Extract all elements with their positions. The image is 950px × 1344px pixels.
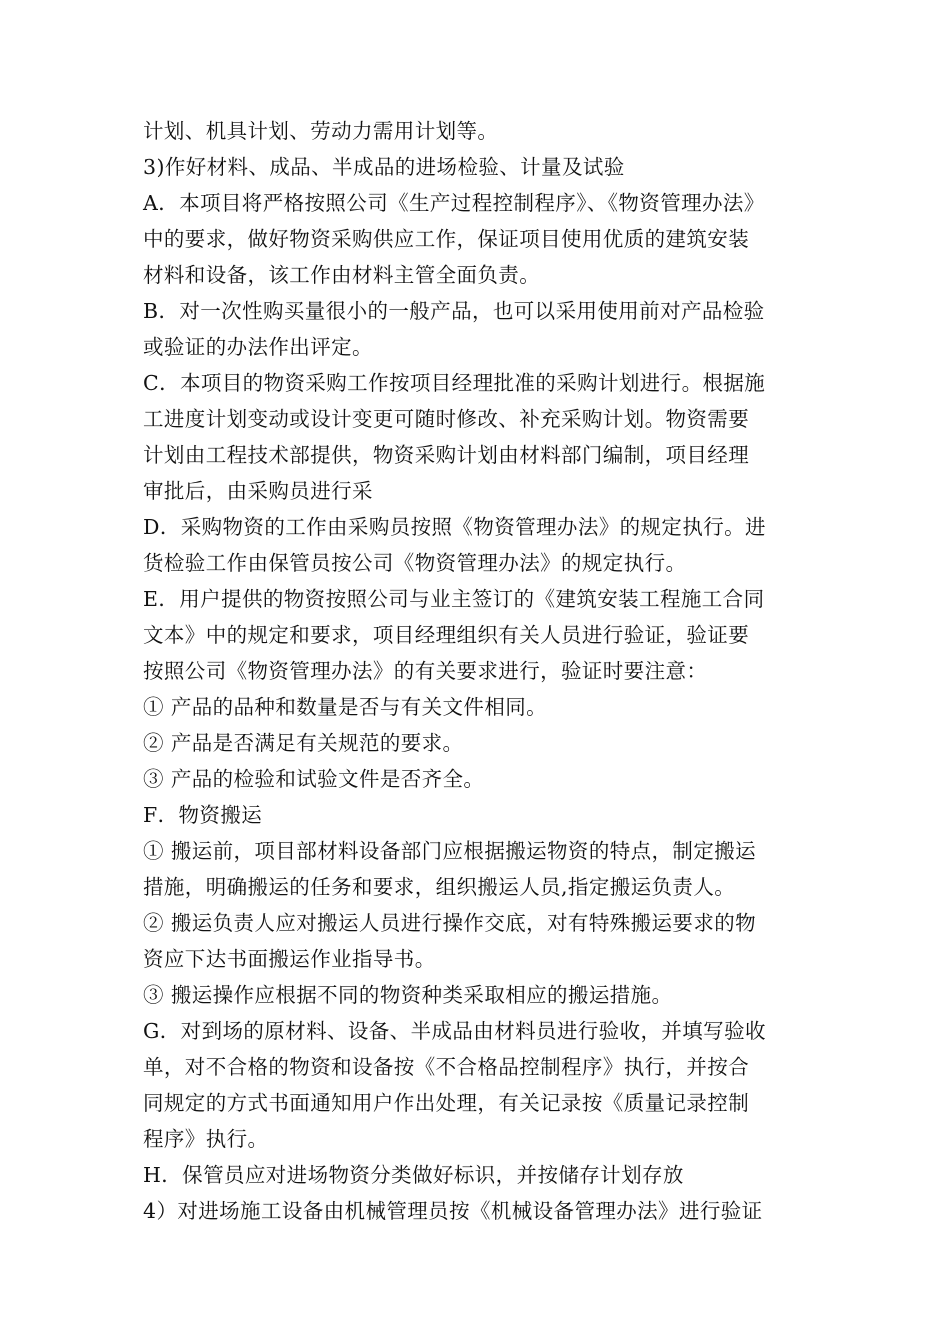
text-line: F．物资搬运 xyxy=(143,803,263,827)
text-line: 同规定的方式书面通知用户作出处理，有关记录按《质量记录控制 xyxy=(143,1091,750,1115)
text-line: A．本项目将严格按照公司《生产过程控制程序》、《物资管理办法》 xyxy=(143,191,765,215)
text-line: ① 产品的品种和数量是否与有关文件相同。 xyxy=(143,695,548,719)
text-line: 计划由工程技术部提供，物资采购计划由材料部门编制，项目经理 xyxy=(143,443,750,467)
text-line: 货检验工作由保管员按公司《物资管理办法》的规定执行。 xyxy=(143,551,687,575)
text-line: G．对到场的原材料、设备、半成品由材料员进行验收，并填写验收 xyxy=(143,1019,766,1043)
text-line: 材料和设备，该工作由材料主管全面负责。 xyxy=(143,263,541,287)
document-body xyxy=(143,113,808,1229)
text-line: ③ 搬运操作应根据不同的物资种类采取相应的搬运措施。 xyxy=(143,983,673,1007)
text-line: ② 产品是否满足有关规范的要求。 xyxy=(143,731,464,755)
text-line: D．采购物资的工作由采购员按照《物资管理办法》的规定执行。进 xyxy=(143,515,766,539)
text-line: ① 搬运前，项目部材料设备部门应根据搬运物资的特点，制定搬运 xyxy=(143,839,757,863)
text-line: 程序》执行。 xyxy=(143,1127,269,1151)
text-line: 按照公司《物资管理办法》的有关要求进行，验证时要注意： xyxy=(143,659,708,683)
text-line: 工进度计划变动或设计变更可随时修改、补充采购计划。物资需要 xyxy=(143,407,750,431)
text-line: 文本》中的规定和要求，项目经理组织有关人员进行验证，验证要 xyxy=(143,623,750,647)
text-line: H．保管员应对进场物资分类做好标识，并按储存计划存放 xyxy=(143,1163,684,1187)
text-line: C．本项目的物资采购工作按项目经理批准的采购计划进行。根据施 xyxy=(143,371,766,395)
text-line: 3)作好材料、成品、半成品的进场检验、计量及试验 xyxy=(143,155,625,179)
text-line: 措施，明确搬运的任务和要求，组织搬运人员,指定搬运负责人。 xyxy=(143,875,736,899)
text-line: 4）对进场施工设备由机械管理员按《机械设备管理办法》进行验证 xyxy=(143,1199,763,1223)
text-line: B．对一次性购买量很小的一般产品，也可以采用使用前对产品检验 xyxy=(143,299,765,323)
text-line: 资应下达书面搬运作业指导书。 xyxy=(143,947,436,971)
text-line: 中的要求，做好物资采购供应工作，保证项目使用优质的建筑安装 xyxy=(143,227,750,251)
text-line: ② 搬运负责人应对搬运人员进行操作交底，对有特殊搬运要求的物 xyxy=(143,911,757,935)
text-line: ③ 产品的检验和试验文件是否齐全。 xyxy=(143,767,485,791)
text-line: 审批后，由采购员进行采 xyxy=(143,479,373,503)
text-line: 或验证的办法作出评定。 xyxy=(143,335,373,359)
text-line: 计划、机具计划、劳动力需用计划等。 xyxy=(143,119,499,143)
text-line: E．用户提供的物资按照公司与业主签订的《建筑安装工程施工合同 xyxy=(143,587,765,611)
text-line: 单，对不合格的物资和设备按《不合格品控制程序》执行，并按合 xyxy=(143,1055,750,1079)
